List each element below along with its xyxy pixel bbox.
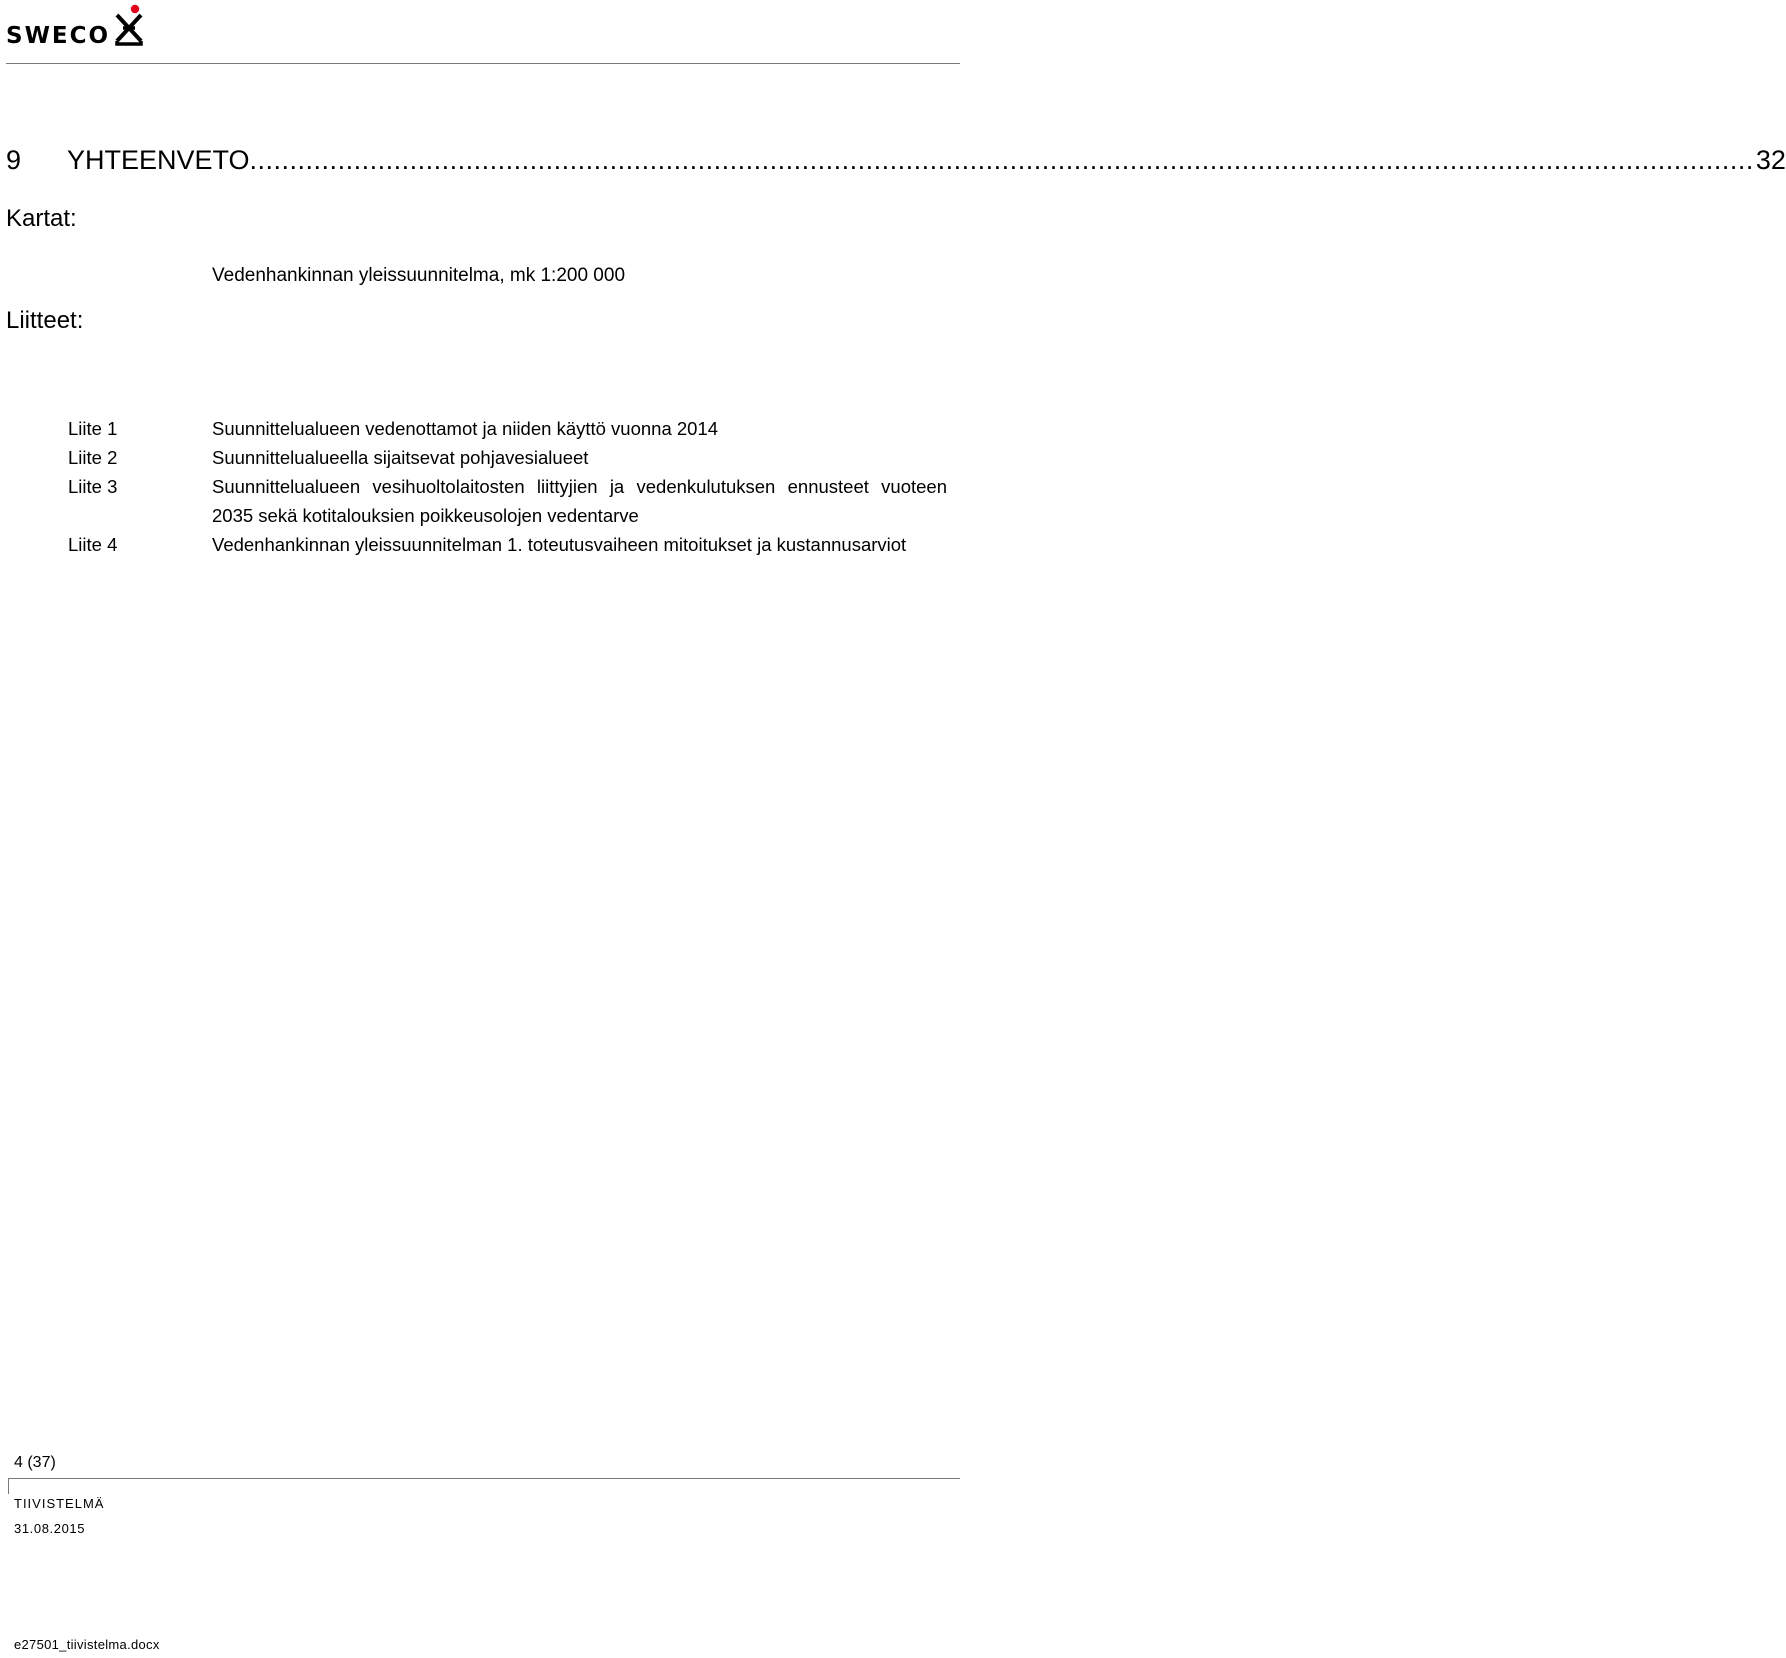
- attachment-row: [68, 530, 947, 559]
- document-type: TIIVISTELMÄ: [14, 1496, 105, 1511]
- document-date: 31.08.2015: [14, 1521, 86, 1536]
- attachment-row: [68, 443, 947, 472]
- attachment-label: Liite 1: [68, 418, 118, 439]
- attachment-description: Suunnittelualueen vesihuoltolaitosten liittyjien ja vedenkulutuksen ennusteet vuoteen 2035 sekä kotitalouksien poikkeusolojen vedentarve: [212, 476, 947, 526]
- footer-divider: [8, 1478, 960, 1479]
- attachments-list: [68, 414, 947, 559]
- toc-entry[interactable]: [6, 143, 1786, 177]
- logo-accent-dot: [131, 5, 139, 13]
- company-logo: [6, 4, 144, 48]
- sweco-figure-icon: [114, 4, 144, 46]
- toc-leader-dots: ............................................................................................................................................................................................: [249, 145, 1754, 175]
- maps-heading: Kartat:: [6, 205, 77, 232]
- header-divider: [6, 63, 960, 64]
- footer-divider-tick: [8, 1478, 9, 1494]
- toc-entry-page: 32: [1755, 145, 1786, 175]
- page-number: 4 (37): [14, 1454, 56, 1471]
- attachment-description: Vedenhankinnan yleissuunnitelman 1. toteutusvaiheen mitoitukset ja kustannusarviot: [212, 534, 907, 555]
- attachment-label: Liite 4: [68, 534, 118, 555]
- map-list-item: Vedenhankinnan yleissuunnitelma, mk 1:200 000: [212, 265, 626, 286]
- toc-entry-title: YHTEENVETO: [67, 145, 250, 175]
- attachment-label: Liite 3: [68, 476, 118, 497]
- attachment-row: [68, 472, 947, 530]
- file-name: e27501_tiivistelma.docx: [14, 1637, 160, 1652]
- attachment-description: Suunnittelualueella sijaitsevat pohjavesialueet: [212, 447, 589, 468]
- attachment-row: [68, 414, 947, 443]
- attachments-heading: Liitteet:: [6, 307, 84, 334]
- logo-text: SWECO: [6, 23, 111, 49]
- attachment-description: Suunnittelualueen vedenottamot ja niiden käyttö vuonna 2014: [212, 418, 719, 439]
- toc-entry-number: 9: [6, 145, 22, 175]
- attachment-label: Liite 2: [68, 447, 118, 468]
